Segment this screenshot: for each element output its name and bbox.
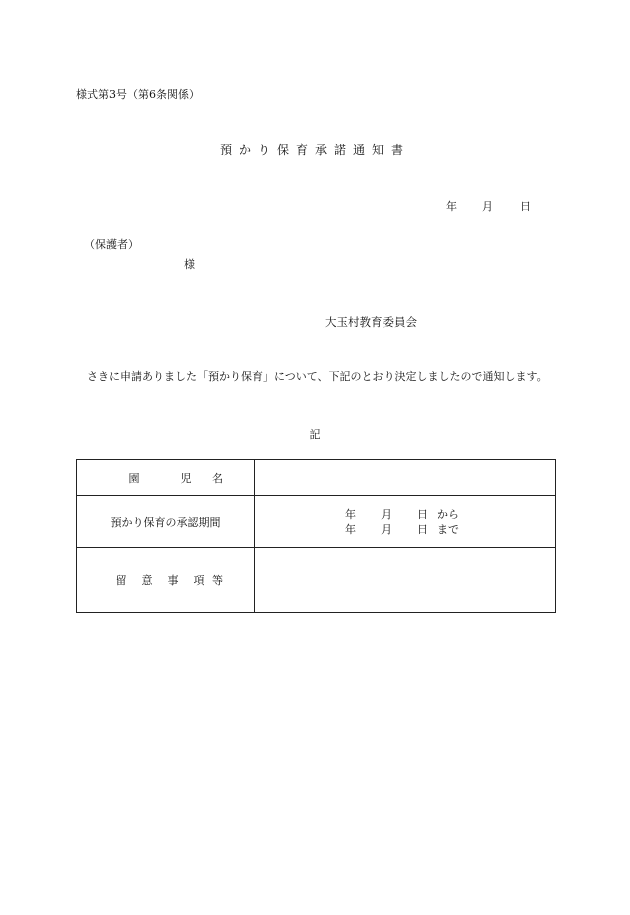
date-day-label: 日 <box>520 200 531 213</box>
period-month: 月 <box>381 522 392 536</box>
period-year: 年 <box>345 507 356 521</box>
label-char: 意 <box>141 574 153 587</box>
label-char: 項 <box>193 574 205 587</box>
date-month-label: 月 <box>482 200 493 213</box>
honorific: 様 <box>184 258 195 271</box>
table-row-period <box>77 496 556 548</box>
period-day: 日 <box>417 522 428 536</box>
label-char: 児 <box>180 471 192 485</box>
child-name-label <box>77 460 255 496</box>
date-year-label: 年 <box>446 200 457 213</box>
label-char: 事 <box>167 574 179 587</box>
issue-date <box>446 198 531 214</box>
document-title: 預かり保育承諾通知書 <box>219 143 410 157</box>
table-row-notes <box>77 548 556 613</box>
guardian-label: （保護者） <box>84 238 139 251</box>
period-to <box>345 522 555 537</box>
label-char: 名 <box>212 471 223 485</box>
label-char: 等 <box>212 574 223 587</box>
period-day: 日 <box>417 507 428 521</box>
period-year: 年 <box>345 522 356 536</box>
issuer-name: 大玉村教育委員会 <box>325 315 417 329</box>
notice-body: さきに申請ありました「預かり保育」について、下記のとおり決定しましたので通知します。 <box>87 370 548 383</box>
label-char: 留 <box>115 574 127 587</box>
period-suffix: から <box>437 507 459 521</box>
form-number: 様式第3号（第6条関係） <box>76 88 200 101</box>
notes-value[interactable] <box>255 548 556 613</box>
period-month: 月 <box>381 507 392 521</box>
label-char: 園 <box>128 471 140 485</box>
period-label: 預かり保育の承認期間 <box>77 496 255 548</box>
child-name-value[interactable] <box>255 460 556 496</box>
notes-label <box>77 548 255 613</box>
ki-heading: 記 <box>309 428 321 441</box>
period-value[interactable] <box>255 496 556 548</box>
period-suffix: まで <box>437 522 459 536</box>
table-row-child-name <box>77 460 556 496</box>
period-from <box>345 507 555 522</box>
details-table <box>76 459 556 613</box>
